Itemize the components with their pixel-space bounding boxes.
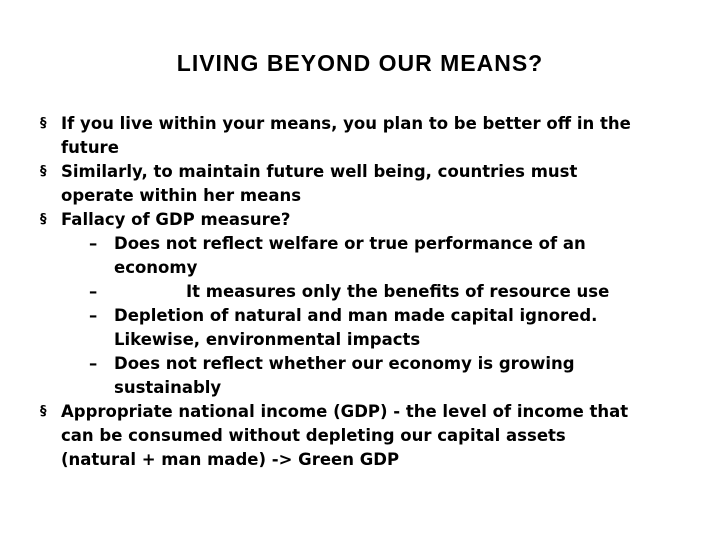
sub-bullet-text: Does not reflect whether our economy is growing sustainably bbox=[114, 354, 575, 397]
bullet-marker-icon: § bbox=[40, 212, 47, 227]
bullet-item bbox=[40, 400, 640, 472]
sub-bullet-item bbox=[40, 232, 640, 280]
bullet-text: If you live within your means, you plan to be better off in the future bbox=[61, 114, 631, 157]
sub-bullet-text: Does not reflect welfare or true performance of an economy bbox=[114, 234, 586, 277]
slide-title: LIVING BEYOND OUR MEANS? bbox=[176, 50, 544, 76]
bullet-text: Similarly, to maintain future well being, countries must operate within her means bbox=[61, 162, 578, 205]
slide-body bbox=[40, 112, 640, 472]
bullet-marker-icon: § bbox=[40, 164, 47, 179]
sub-bullet-item bbox=[40, 280, 640, 304]
bullet-marker-icon: § bbox=[40, 404, 47, 419]
bullet-item bbox=[40, 160, 640, 208]
sub-bullet-item bbox=[40, 304, 640, 352]
sub-bullet-item bbox=[40, 352, 640, 400]
bullet-item bbox=[40, 112, 640, 160]
bullet-marker-icon: § bbox=[40, 116, 47, 131]
dash-marker-icon: – bbox=[89, 354, 98, 373]
bullet-item bbox=[40, 208, 640, 232]
bullet-text: Appropriate national income (GDP) - the level of income that can be consumed without depleting our capital assets (natural + man made) -> Green GDP bbox=[61, 402, 629, 469]
bullet-text: Fallacy of GDP measure? bbox=[61, 210, 291, 229]
dash-marker-icon: – bbox=[89, 282, 98, 301]
dash-marker-icon: – bbox=[89, 306, 98, 325]
sub-bullet-text: Depletion of natural and man made capital ignored. Likewise, environmental impacts bbox=[114, 306, 598, 349]
sub-bullet-text: It measures only the benefits of resource use bbox=[186, 282, 610, 301]
dash-marker-icon: – bbox=[89, 234, 98, 253]
